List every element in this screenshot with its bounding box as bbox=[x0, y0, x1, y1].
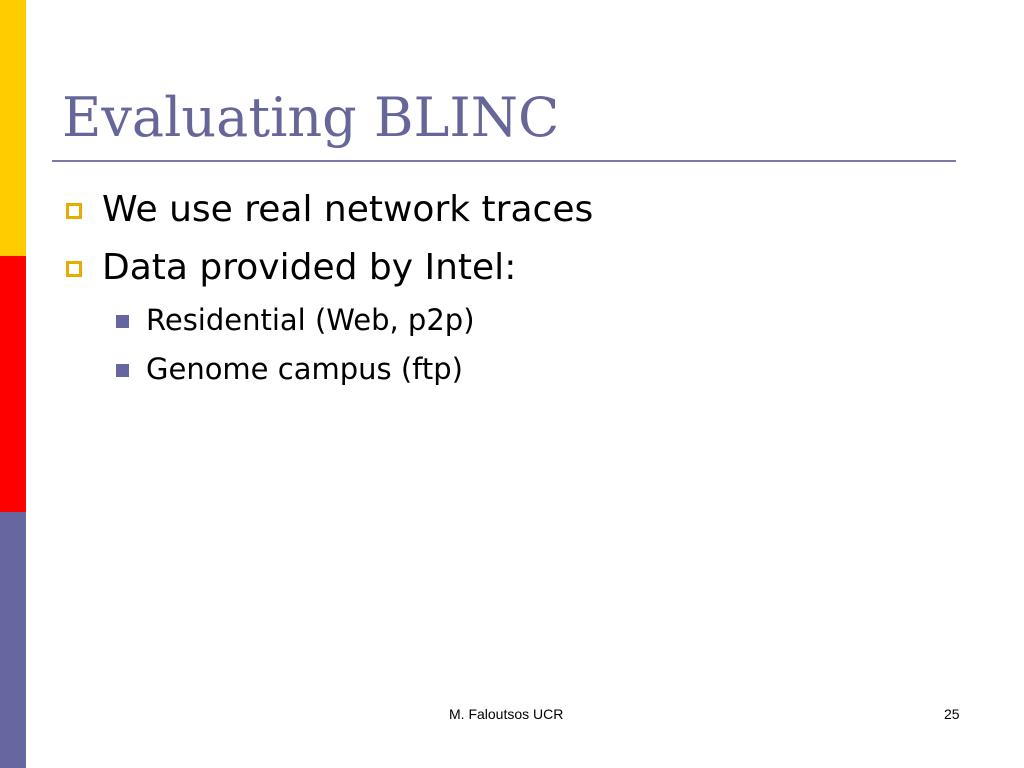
sub-bullet-text: Genome campus (ftp) bbox=[146, 352, 463, 386]
sub-bullet-text: Residential (Web, p2p) bbox=[146, 303, 475, 337]
hollow-square-bullet-icon bbox=[66, 261, 82, 277]
slide-page-number: 25 bbox=[944, 706, 960, 722]
footer-author: M. Faloutsos UCR bbox=[449, 706, 564, 722]
side-bar-red-segment bbox=[0, 256, 26, 512]
title-divider bbox=[52, 160, 956, 162]
bullet-text: We use real network traces bbox=[102, 189, 594, 230]
side-bar-slate-segment bbox=[0, 512, 26, 768]
solid-square-bullet-icon bbox=[116, 315, 129, 328]
hollow-square-bullet-icon bbox=[66, 203, 82, 219]
bullet-text: Data provided by Intel: bbox=[102, 247, 517, 288]
slide-title: Evaluating BLINC bbox=[62, 86, 560, 149]
solid-square-bullet-icon bbox=[116, 364, 129, 377]
side-bar-yellow-segment bbox=[0, 0, 26, 256]
